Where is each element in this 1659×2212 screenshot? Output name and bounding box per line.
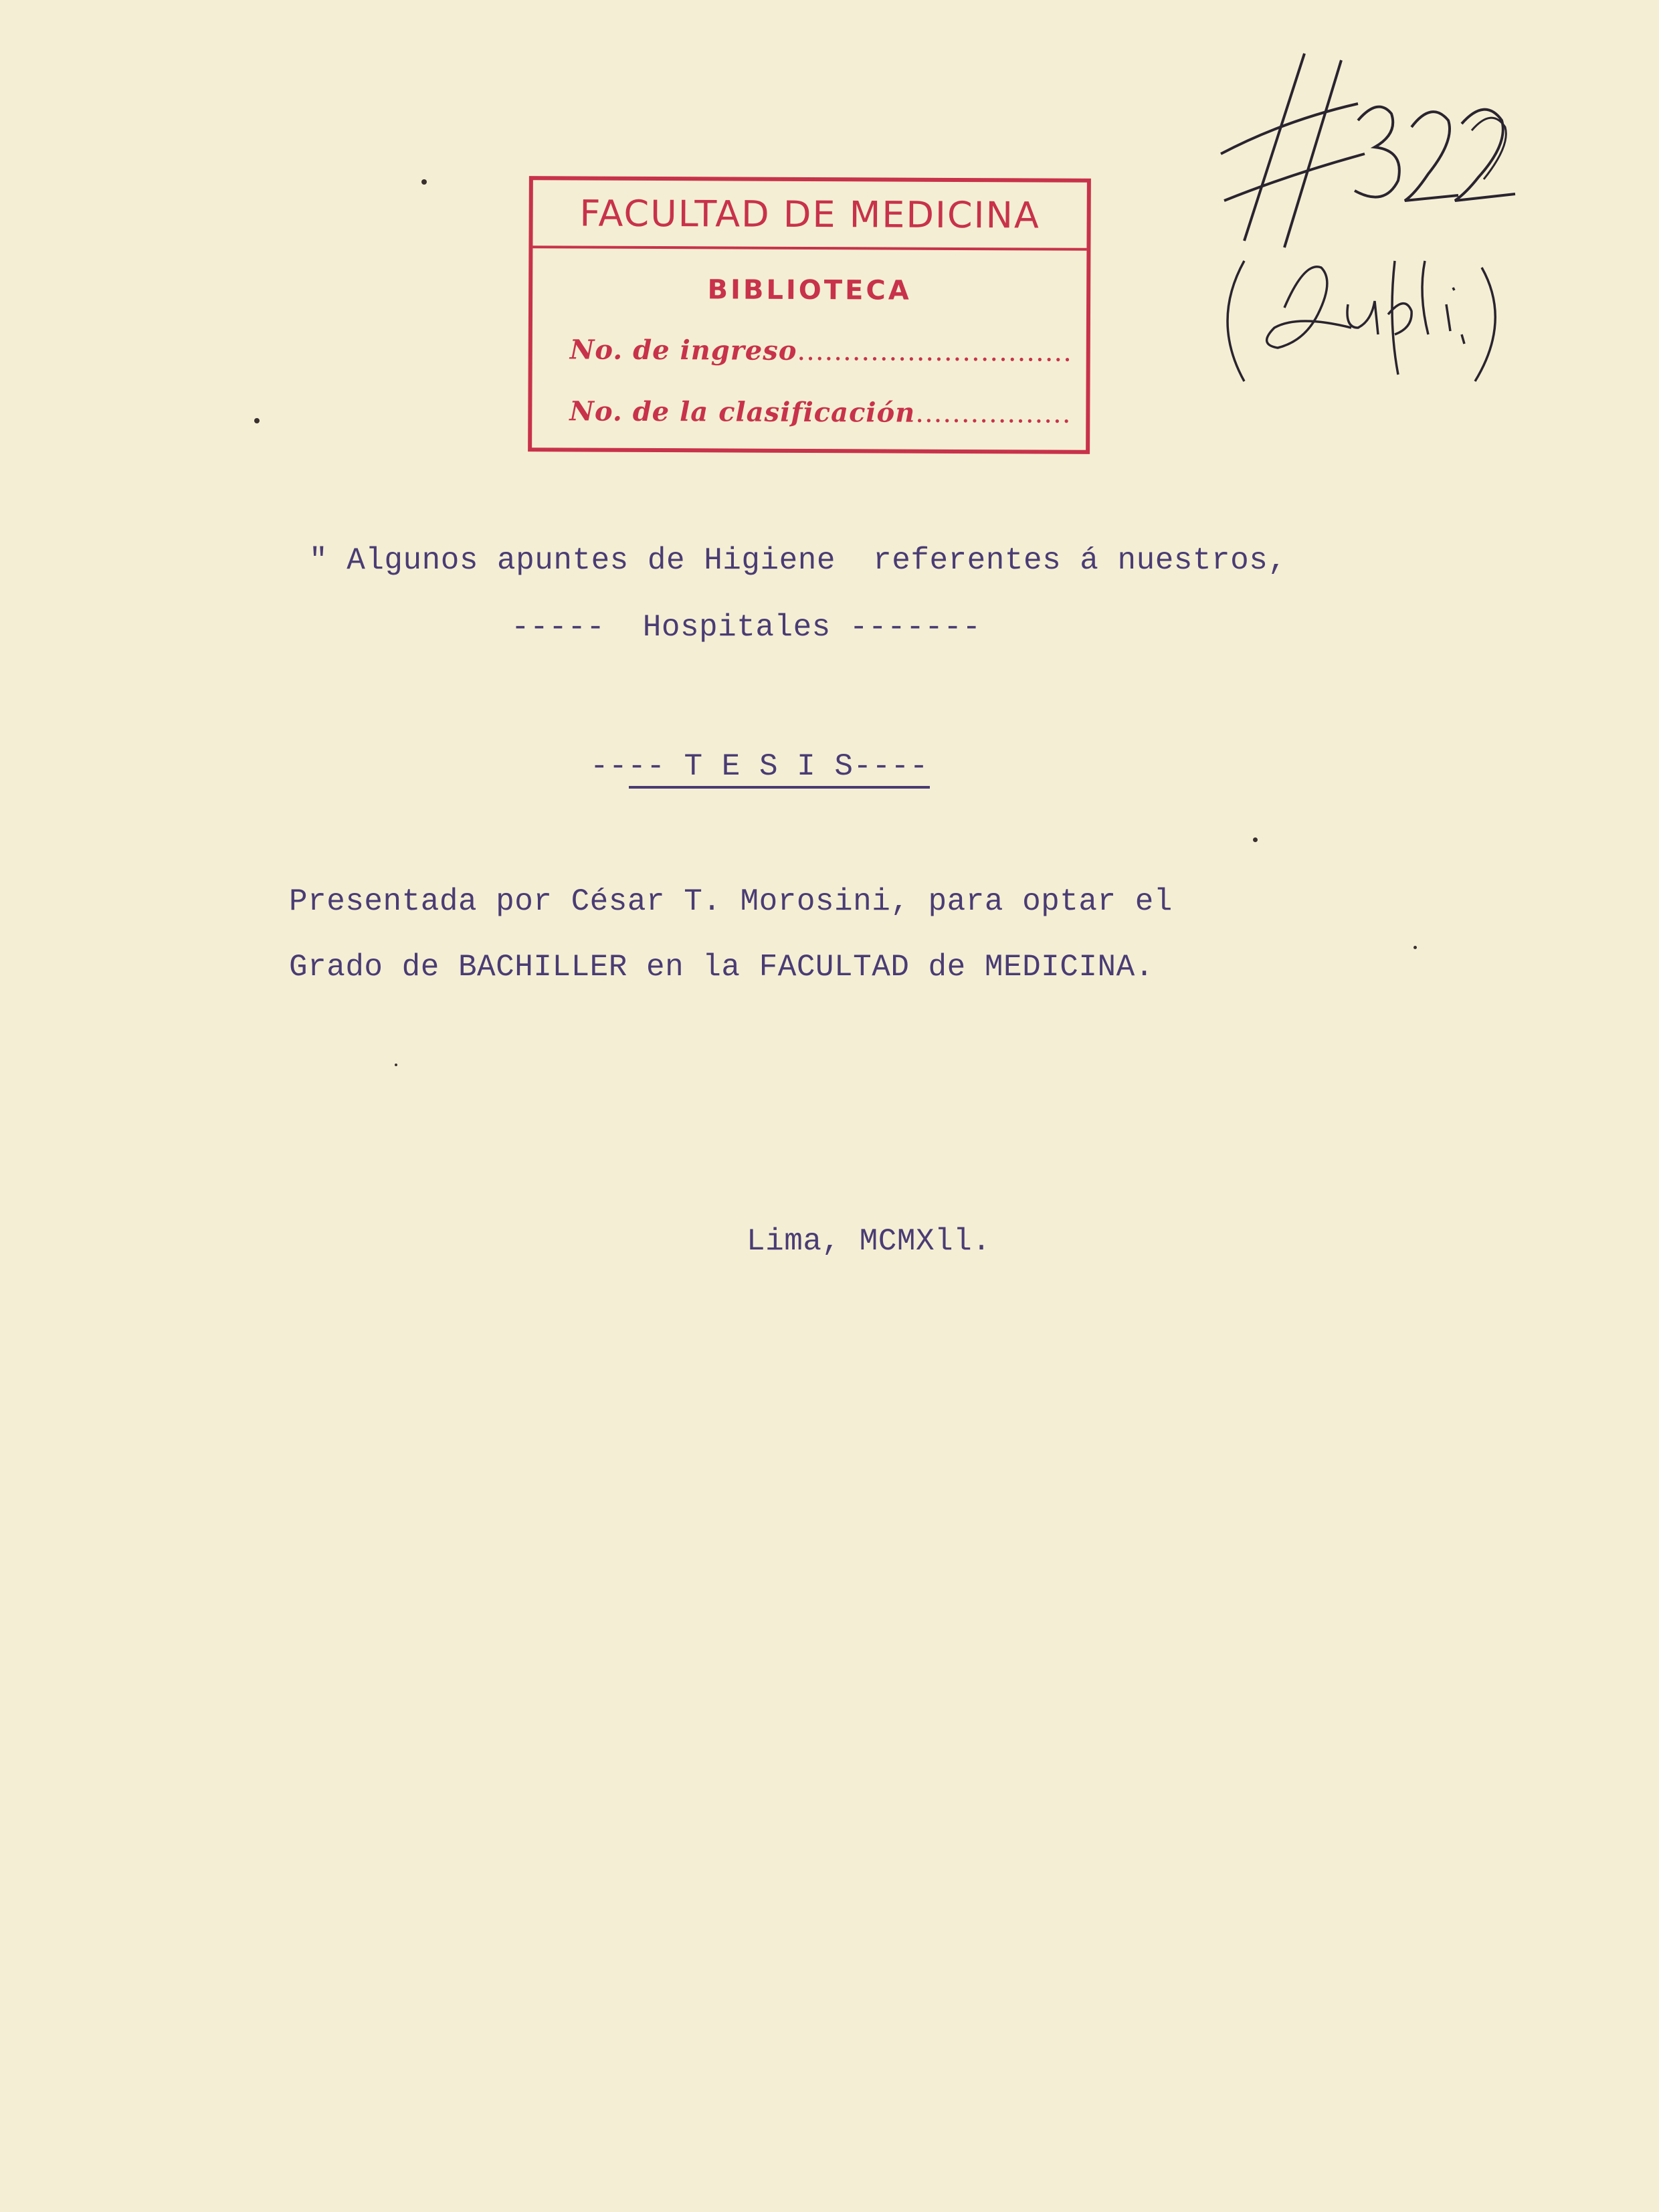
- speck: [1413, 946, 1417, 949]
- presented-by-line-2: Grado de BACHILLER en la FACULTAD de MEDICINA.: [289, 950, 1154, 985]
- library-stamp: [528, 176, 1091, 454]
- stamp-class-dots: .................: [915, 397, 1072, 429]
- presented-by-line-1: Presentada por César T. Morosini, para optar el: [289, 884, 1173, 919]
- stamp-entry-number-field: [570, 334, 1072, 367]
- speck: [395, 1064, 397, 1066]
- speck: [421, 179, 427, 185]
- stamp-classification-field: [569, 395, 1071, 429]
- stamp-class-label: No. de la clasificación: [569, 395, 916, 429]
- thesis-title-line-2: ----- Hospitales -------: [511, 610, 981, 645]
- speck: [1253, 837, 1258, 842]
- stamp-institution: FACULTAD DE MEDICINA: [532, 180, 1086, 251]
- stamp-department: BIBLIOTECA: [707, 274, 912, 306]
- stamp-entry-label: No. de ingreso: [569, 334, 797, 367]
- tesis-heading: ---- T E S I S----: [590, 749, 929, 784]
- tesis-underline: [629, 786, 930, 789]
- place-and-date: Lima, MCMXll.: [747, 1224, 991, 1259]
- stamp-entry-dots: ..............................: [797, 335, 1073, 368]
- speck: [254, 418, 260, 423]
- thesis-title-line-1: " Algunos apuntes de Higiene referentes á nuestros,: [309, 543, 1287, 578]
- handwritten-annotation: [1204, 40, 1552, 401]
